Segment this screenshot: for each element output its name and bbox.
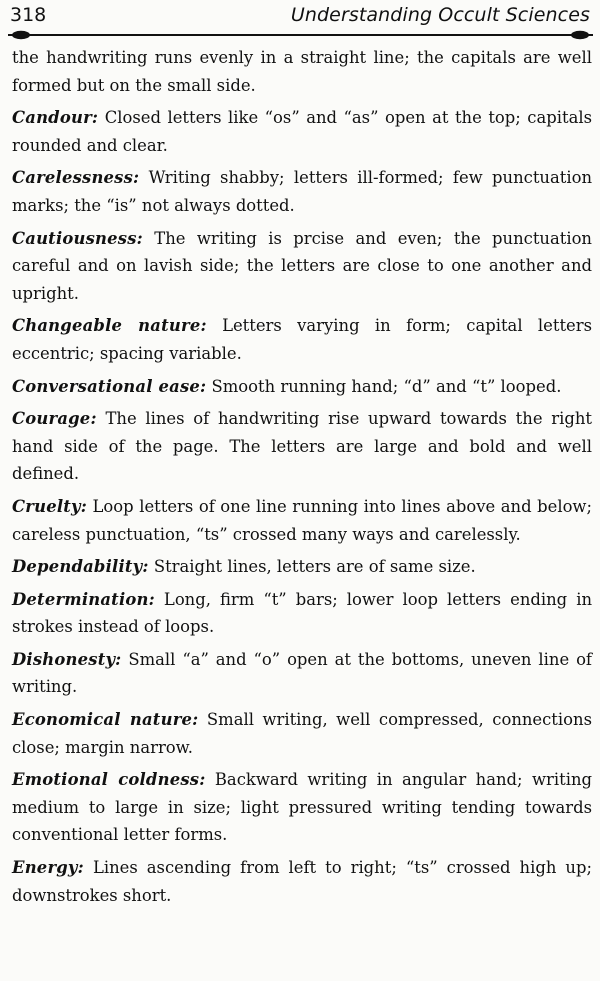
entry-paragraph (12, 373, 592, 401)
entry-term: Candour: (12, 108, 99, 128)
entry-description: Small “a” and “o” open at the bottoms, uneven line of writing. (12, 649, 592, 697)
entry-description: Small writing, well compressed, connections close; margin narrow. (12, 710, 592, 757)
entry-term: Dishonesty: (12, 649, 122, 669)
entry-description: Lines ascending from left to right; “ts” crossed high up; downstrokes short. (12, 858, 592, 905)
entry-paragraph (12, 766, 592, 849)
entry-description: Long, firm “t” bars; lower loop letters ending in strokes instead of loops. (12, 589, 592, 637)
entry-paragraph (12, 225, 592, 308)
entry-term: Changeable nature: (12, 316, 207, 336)
page-header (10, 4, 590, 30)
entry-term: Cautiousness: (12, 228, 143, 248)
body-text (12, 44, 592, 914)
entry-description: Loop letters of one line running into lines above and below; careless punctuation, “ts” crossed many ways and carelessly. (12, 496, 592, 544)
entry-paragraph (12, 312, 592, 367)
entry-description: Closed letters like “os” and “as” open at the top; capitals rounded and clear. (12, 108, 592, 155)
entry-term: Conversational ease: (12, 376, 207, 396)
entry-list (12, 104, 592, 909)
entry-term: Emotional coldness: (12, 770, 206, 790)
entry-description: The writing is prcise and even; the punctuation careful and on lavish side; the letters are close to one another and upright. (12, 228, 592, 303)
header-rule (8, 29, 593, 41)
entry-term: Energy: (12, 858, 84, 878)
entry-paragraph (12, 553, 592, 581)
entry-term: Determination: (12, 589, 155, 609)
entry-term: Courage: (12, 409, 97, 429)
page-number: 318 (10, 4, 47, 26)
entry-paragraph (12, 854, 592, 909)
entry-paragraph (12, 586, 592, 641)
rule-ornament-right (571, 31, 589, 39)
entry-description: Writing shabby; letters ill-formed; few punctuation marks; the “is” not always dotted. (12, 168, 592, 215)
entry-paragraph (12, 104, 592, 159)
entry-term: Cruelty: (12, 496, 87, 516)
continued-paragraph: the handwriting runs evenly in a straight line; the capitals are well formed but on the small side. (12, 48, 592, 95)
entry-paragraph (12, 706, 592, 761)
rule-ornament-left (12, 31, 30, 39)
running-head: Understanding Occult Sciences (290, 4, 590, 26)
entry-term: Dependability: (12, 557, 149, 577)
entry-term: Carelessness: (12, 168, 140, 188)
entry-term: Economical nature: (12, 710, 199, 730)
entry-description: Backward writing in angular hand; writing medium to large in size; light pressured writing tending towards conventional letter forms. (12, 770, 592, 845)
entry-paragraph (12, 164, 592, 219)
entry-paragraph (12, 646, 592, 701)
entry-paragraph (12, 405, 592, 488)
entry-description: Letters varying in form; capital letters eccentric; spacing variable. (12, 316, 592, 363)
entry-paragraph (12, 493, 592, 548)
entry-description: Straight lines, letters are of same size. (148, 557, 476, 577)
entry-description: The lines of handwriting rise upward towards the right hand side of the page. The letters are large and bold and well defined. (12, 409, 592, 484)
entry-description: Smooth running hand; “d” and “t” looped. (206, 376, 562, 396)
